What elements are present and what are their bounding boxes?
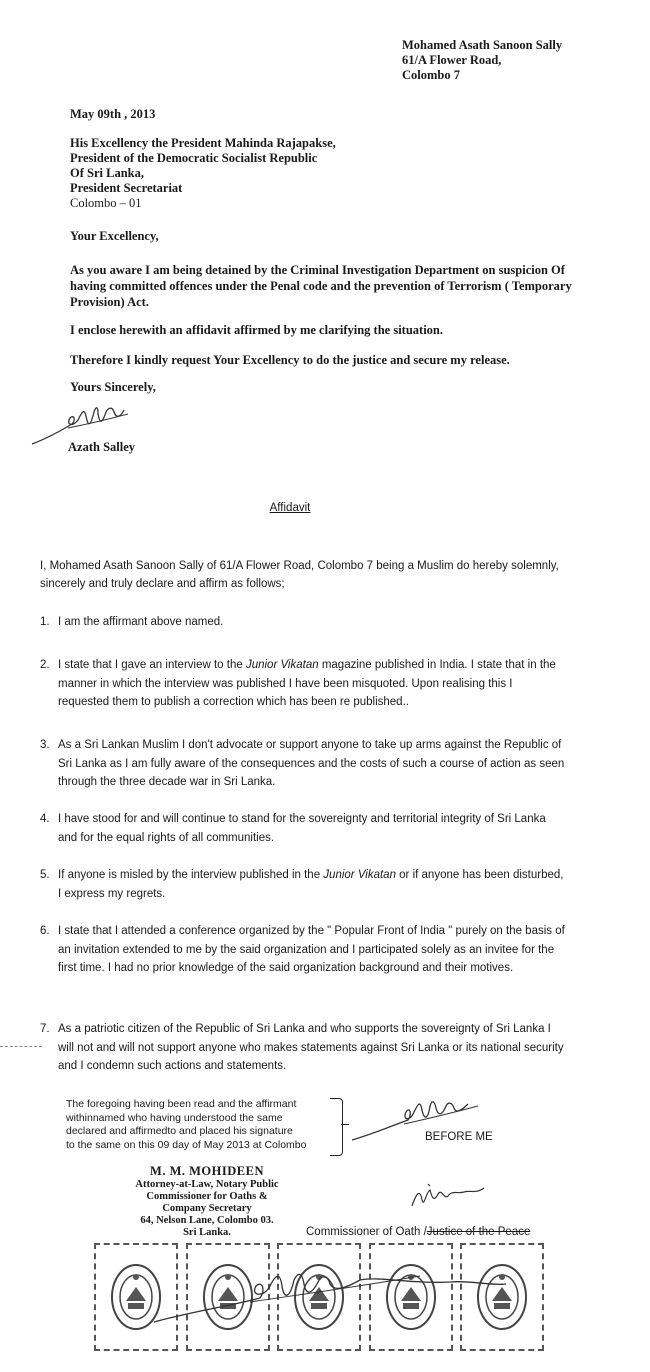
commissioner-seal <box>112 1164 302 1239</box>
letter-closing: Yours Sincerely, <box>70 380 156 394</box>
sender-city: Colombo 7 <box>402 68 460 82</box>
revenue-stamps <box>94 1243 544 1355</box>
letter-paragraph: Therefore I kindly request Your Excellency to do the justice and secure my release. <box>70 353 510 367</box>
jurat-line: withinnamed who having understood the same <box>66 1111 283 1124</box>
item-text: I state that I attended a conference organized by the " Popular Front of India " purely on the basis of an invitation extended to me by the said organization and I participated solely as an invitee for the first time. I had no prior knowledge of the said organization background and their motives. <box>58 925 565 974</box>
emblem-icon <box>381 1257 441 1337</box>
struck-justice-of-peace: Justice of the Peace <box>426 1226 531 1238</box>
item-number: 6. <box>40 925 50 937</box>
item-number: 5. <box>40 869 50 881</box>
item-number: 1. <box>40 616 50 628</box>
affidavit-item <box>40 736 565 792</box>
item-number: 2. <box>40 659 50 671</box>
before-me-label: BEFORE ME <box>425 1131 493 1143</box>
jurat-line: The foregoing having been read and the affirmant <box>66 1098 297 1110</box>
jurat-bracket <box>330 1098 343 1156</box>
recipient-line: His Excellency the President Mahinda Rajapakse, <box>70 136 336 150</box>
sender-address <box>402 38 562 83</box>
affidavit-item <box>40 866 565 903</box>
seal-line: Sri Lanka. <box>183 1227 231 1238</box>
commissioner-title <box>306 1226 530 1238</box>
item-number: 4. <box>40 813 50 825</box>
commissioner-signature <box>408 1180 488 1212</box>
jurat-line: to the same on this 09 day of May 2013 at Colombo <box>66 1138 307 1151</box>
emblem-icon <box>472 1257 532 1337</box>
stamp <box>186 1243 270 1351</box>
stamp <box>369 1243 453 1351</box>
jurat-line: declared and affirmedto and placed his signature <box>66 1125 293 1137</box>
recipient-block <box>70 136 336 211</box>
letter-paragraph: As you aware I am being detained by the Criminal Investigation Department on suspicion Of having committed offences under the Penal code and the prevention of Terrorism ( Temporary Provision) Act. <box>70 263 572 309</box>
affidavit-item <box>40 810 565 847</box>
jurat-bracket-tip <box>341 1124 349 1125</box>
affidavit-item <box>40 922 565 978</box>
seal-line: Company Secretary <box>162 1203 252 1214</box>
recipient-line: President of the Democratic Socialist Republic <box>70 151 318 165</box>
emblem-icon <box>198 1257 258 1337</box>
stamp <box>460 1243 544 1351</box>
item-number: 3. <box>40 739 50 751</box>
sender-name: Mohamed Asath Sanoon Sally <box>402 38 563 52</box>
seal-line: Attorney-at-Law, Notary Public <box>135 1179 279 1190</box>
jurat-block <box>66 1098 341 1152</box>
affidavit-item <box>40 1020 565 1076</box>
seal-line: 64, Nelson Lane, Colombo 03. <box>140 1215 274 1226</box>
item-text: As a Sri Lankan Muslim I don't advocate or support anyone to take up arms against the Republic of Sri Lanka as I am fully aware of the consequences and the costs of such a course of action as seen through the three decade war in Sri Lanka. <box>58 739 565 788</box>
item-text: I state that I gave an interview to the Junior Vikatan magazine published in India. I state that in the manner in which the interview was published I have been misquoted. Upon realising this I requested them to publish a correction which has been re published.. <box>58 659 556 708</box>
item-text: As a patriotic citizen of the Republic of Sri Lanka and who supports the sovereignty of Sri Lanka I will not and will not support anyone who makes statements against Sri Lanka or its national security and I condemn such actions and statements. <box>58 1023 564 1072</box>
commissioner-name: M. M. MOHIDEEN <box>150 1164 264 1178</box>
stamp <box>277 1243 361 1351</box>
affidavit-item <box>40 613 565 632</box>
letter-date: May 09th , 2013 <box>70 107 156 121</box>
letter-paragraph: I enclose herewith an affidavit affirmed by me clarifying the situation. <box>70 323 443 337</box>
affidavit-item <box>40 656 565 712</box>
item-text: I am the affirmant above named. <box>58 616 224 628</box>
emblem-icon <box>289 1257 349 1337</box>
salutation: Your Excellency, <box>70 229 159 243</box>
item-number: 7. <box>40 1023 50 1035</box>
seal-line: Commissioner for Oaths & <box>146 1191 268 1202</box>
stamp <box>94 1243 178 1351</box>
recipient-line: Colombo – 01 <box>70 196 142 210</box>
recipient-line: President Secretariat <box>70 181 183 195</box>
recipient-line: Of Sri Lanka, <box>70 166 144 180</box>
margin-mark <box>0 1046 42 1047</box>
sender-street: 61/A Flower Road, <box>402 53 502 67</box>
affidavit-title: Affidavit <box>269 502 311 514</box>
item-text: I have stood for and will continue to stand for the sovereignty and territorial integrity of Sri Lanka and for the equal rights of all communities. <box>58 813 546 844</box>
item-text: If anyone is misled by the interview published in the Junior Vikatan or if anyone has been disturbed, I express my regrets. <box>58 869 564 900</box>
signer-name: Azath Salley <box>68 440 136 454</box>
commissioner-of-oath: Commissioner of Oath / <box>306 1226 427 1238</box>
emblem-icon <box>106 1257 166 1337</box>
affidavit-intro: I, Mohamed Asath Sanoon Sally of 61/A Flower Road, Colombo 7 being a Muslim do hereby solemnly, sincerely and truly declare and affirm as follows; <box>40 560 559 590</box>
